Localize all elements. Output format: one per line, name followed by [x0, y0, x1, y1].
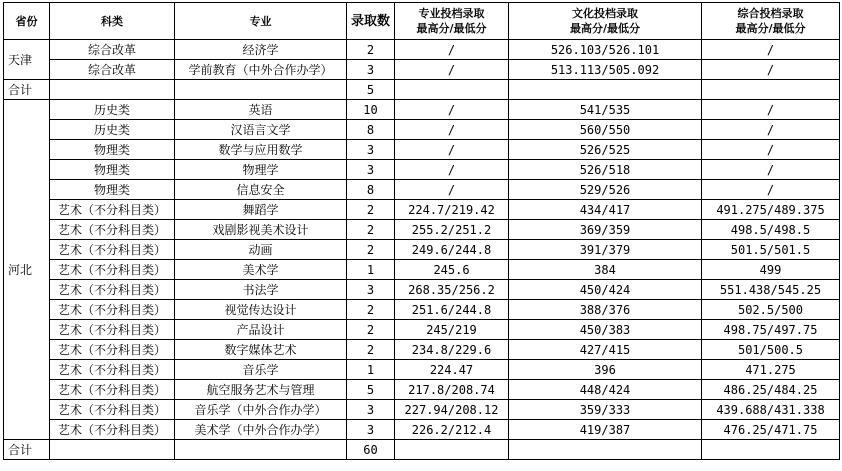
cell-category: 艺术（不分科目类） — [50, 280, 175, 300]
header-major: 专业 — [175, 3, 347, 40]
empty-cell — [395, 440, 509, 460]
cell-professional-score: / — [395, 40, 509, 60]
cell-count: 2 — [347, 320, 395, 340]
cell-professional-score: 249.6/244.8 — [395, 240, 509, 260]
cell-category: 物理类 — [50, 180, 175, 200]
cell-composite-score: 501/500.5 — [702, 340, 840, 360]
header-culture-line1: 文化投档录取 — [572, 7, 638, 20]
cell-count: 3 — [347, 400, 395, 420]
empty-cell — [509, 440, 702, 460]
table-row — [4, 240, 840, 260]
table-row — [4, 40, 840, 60]
table-row — [4, 120, 840, 140]
cell-category: 艺术（不分科目类） — [50, 200, 175, 220]
total-label: 合计 — [4, 80, 50, 100]
cell-composite-score: / — [702, 160, 840, 180]
cell-count: 8 — [347, 120, 395, 140]
cell-composite-score: / — [702, 120, 840, 140]
cell-major: 音乐学（中外合作办学） — [175, 400, 347, 420]
cell-category: 历史类 — [50, 100, 175, 120]
cell-category: 艺术（不分科目类） — [50, 360, 175, 380]
cell-count: 2 — [347, 200, 395, 220]
total-row — [4, 440, 840, 460]
cell-category: 艺术（不分科目类） — [50, 320, 175, 340]
cell-category: 艺术（不分科目类） — [50, 220, 175, 240]
table-row — [4, 160, 840, 180]
empty-cell — [395, 80, 509, 100]
table-row — [4, 380, 840, 400]
cell-professional-score: 245/219 — [395, 320, 509, 340]
cell-professional-score: 226.2/212.4 — [395, 420, 509, 440]
table-row — [4, 140, 840, 160]
cell-major: 数学与应用数学 — [175, 140, 347, 160]
header-professional-score — [395, 3, 509, 40]
cell-composite-score: 502.5/500 — [702, 300, 840, 320]
cell-professional-score: 255.2/251.2 — [395, 220, 509, 240]
table-row — [4, 400, 840, 420]
empty-cell — [175, 440, 347, 460]
cell-province: 河北 — [4, 100, 50, 440]
cell-category: 物理类 — [50, 140, 175, 160]
cell-count: 2 — [347, 300, 395, 320]
cell-major: 动画 — [175, 240, 347, 260]
header-professional-line2: 最高分/最低分 — [416, 22, 487, 35]
table-row — [4, 420, 840, 440]
cell-culture-score: 419/387 — [509, 420, 702, 440]
cell-category: 艺术（不分科目类） — [50, 380, 175, 400]
cell-culture-score: 529/526 — [509, 180, 702, 200]
empty-cell — [50, 440, 175, 460]
admission-scores-table — [3, 2, 840, 460]
cell-category: 物理类 — [50, 160, 175, 180]
table-row — [4, 100, 840, 120]
cell-professional-score: / — [395, 160, 509, 180]
cell-composite-score: / — [702, 100, 840, 120]
empty-cell — [702, 440, 840, 460]
header-composite-line2: 最高分/最低分 — [735, 22, 806, 35]
cell-major: 信息安全 — [175, 180, 347, 200]
cell-count: 5 — [347, 380, 395, 400]
cell-culture-score: 526.103/526.101 — [509, 40, 702, 60]
table-row — [4, 180, 840, 200]
table-row — [4, 200, 840, 220]
cell-culture-score: 513.113/505.092 — [509, 60, 702, 80]
cell-category: 综合改革 — [50, 40, 175, 60]
cell-composite-score: 471.275 — [702, 360, 840, 380]
cell-professional-score: 217.8/208.74 — [395, 380, 509, 400]
cell-major: 美术学（中外合作办学） — [175, 420, 347, 440]
table-row — [4, 260, 840, 280]
cell-composite-score: / — [702, 60, 840, 80]
table-row — [4, 360, 840, 380]
cell-count: 10 — [347, 100, 395, 120]
total-count: 60 — [347, 440, 395, 460]
header-category: 科类 — [50, 3, 175, 40]
cell-major: 戏剧影视美术设计 — [175, 220, 347, 240]
cell-composite-score: 498.5/498.5 — [702, 220, 840, 240]
cell-culture-score: 434/417 — [509, 200, 702, 220]
cell-composite-score: 498.75/497.75 — [702, 320, 840, 340]
cell-major: 舞蹈学 — [175, 200, 347, 220]
table-row — [4, 300, 840, 320]
cell-professional-score: 268.35/256.2 — [395, 280, 509, 300]
total-label: 合计 — [4, 440, 50, 460]
cell-culture-score: 384 — [509, 260, 702, 280]
cell-count: 2 — [347, 340, 395, 360]
cell-composite-score: / — [702, 180, 840, 200]
cell-count: 2 — [347, 220, 395, 240]
cell-culture-score: 450/383 — [509, 320, 702, 340]
cell-professional-score: 251.6/244.8 — [395, 300, 509, 320]
cell-culture-score: 541/535 — [509, 100, 702, 120]
table-row — [4, 60, 840, 80]
cell-major: 航空服务艺术与管理 — [175, 380, 347, 400]
cell-composite-score: / — [702, 40, 840, 60]
cell-composite-score: / — [702, 140, 840, 160]
cell-count: 8 — [347, 180, 395, 200]
cell-major: 英语 — [175, 100, 347, 120]
table-row — [4, 340, 840, 360]
cell-category: 历史类 — [50, 120, 175, 140]
header-composite-score — [702, 3, 840, 40]
cell-culture-score: 391/379 — [509, 240, 702, 260]
header-province: 省份 — [4, 3, 50, 40]
cell-count: 1 — [347, 360, 395, 380]
empty-cell — [50, 80, 175, 100]
cell-count: 2 — [347, 240, 395, 260]
cell-count: 3 — [347, 140, 395, 160]
cell-culture-score: 448/424 — [509, 380, 702, 400]
cell-culture-score: 396 — [509, 360, 702, 380]
total-row — [4, 80, 840, 100]
cell-culture-score: 526/525 — [509, 140, 702, 160]
cell-professional-score: / — [395, 140, 509, 160]
empty-cell — [702, 80, 840, 100]
empty-cell — [509, 80, 702, 100]
cell-professional-score: 224.47 — [395, 360, 509, 380]
cell-professional-score: / — [395, 60, 509, 80]
cell-major: 物理学 — [175, 160, 347, 180]
header-row — [4, 3, 840, 40]
empty-cell — [175, 80, 347, 100]
cell-major: 视觉传达设计 — [175, 300, 347, 320]
cell-culture-score: 427/415 — [509, 340, 702, 360]
cell-culture-score: 369/359 — [509, 220, 702, 240]
cell-composite-score: 491.275/489.375 — [702, 200, 840, 220]
cell-category: 艺术（不分科目类） — [50, 300, 175, 320]
header-count: 录取数 — [347, 3, 395, 40]
table-body — [4, 40, 840, 460]
cell-culture-score: 526/518 — [509, 160, 702, 180]
table-row — [4, 280, 840, 300]
header-culture-score — [509, 3, 702, 40]
cell-category: 综合改革 — [50, 60, 175, 80]
cell-culture-score: 560/550 — [509, 120, 702, 140]
cell-category: 艺术（不分科目类） — [50, 240, 175, 260]
cell-composite-score: 476.25/471.75 — [702, 420, 840, 440]
cell-major: 学前教育（中外合作办学） — [175, 60, 347, 80]
cell-composite-score: 486.25/484.25 — [702, 380, 840, 400]
cell-major: 音乐学 — [175, 360, 347, 380]
header-culture-line2: 最高分/最低分 — [569, 22, 641, 35]
cell-professional-score: 234.8/229.6 — [395, 340, 509, 360]
cell-category: 艺术（不分科目类） — [50, 420, 175, 440]
cell-culture-score: 359/333 — [509, 400, 702, 420]
cell-category: 艺术（不分科目类） — [50, 260, 175, 280]
cell-culture-score: 388/376 — [509, 300, 702, 320]
cell-count: 2 — [347, 40, 395, 60]
cell-major: 产品设计 — [175, 320, 347, 340]
cell-count: 3 — [347, 420, 395, 440]
cell-professional-score: / — [395, 100, 509, 120]
cell-composite-score: 439.688/431.338 — [702, 400, 840, 420]
cell-professional-score: / — [395, 180, 509, 200]
cell-category: 艺术（不分科目类） — [50, 340, 175, 360]
cell-professional-score: 245.6 — [395, 260, 509, 280]
total-count: 5 — [347, 80, 395, 100]
cell-professional-score: 224.7/219.42 — [395, 200, 509, 220]
cell-count: 3 — [347, 60, 395, 80]
cell-professional-score: 227.94/208.12 — [395, 400, 509, 420]
cell-major: 经济学 — [175, 40, 347, 60]
cell-province: 天津 — [4, 40, 50, 80]
cell-count: 3 — [347, 280, 395, 300]
cell-composite-score: 499 — [702, 260, 840, 280]
cell-composite-score: 501.5/501.5 — [702, 240, 840, 260]
cell-major: 汉语言文学 — [175, 120, 347, 140]
cell-major: 美术学 — [175, 260, 347, 280]
cell-professional-score: / — [395, 120, 509, 140]
cell-count: 1 — [347, 260, 395, 280]
table-row — [4, 320, 840, 340]
header-professional-line1: 专业投档录取 — [418, 7, 485, 20]
cell-category: 艺术（不分科目类） — [50, 400, 175, 420]
cell-composite-score: 551.438/545.25 — [702, 280, 840, 300]
header-composite-line1: 综合投档录取 — [737, 7, 804, 20]
cell-count: 3 — [347, 160, 395, 180]
cell-major: 书法学 — [175, 280, 347, 300]
cell-major: 数字媒体艺术 — [175, 340, 347, 360]
table-row — [4, 220, 840, 240]
cell-culture-score: 450/424 — [509, 280, 702, 300]
